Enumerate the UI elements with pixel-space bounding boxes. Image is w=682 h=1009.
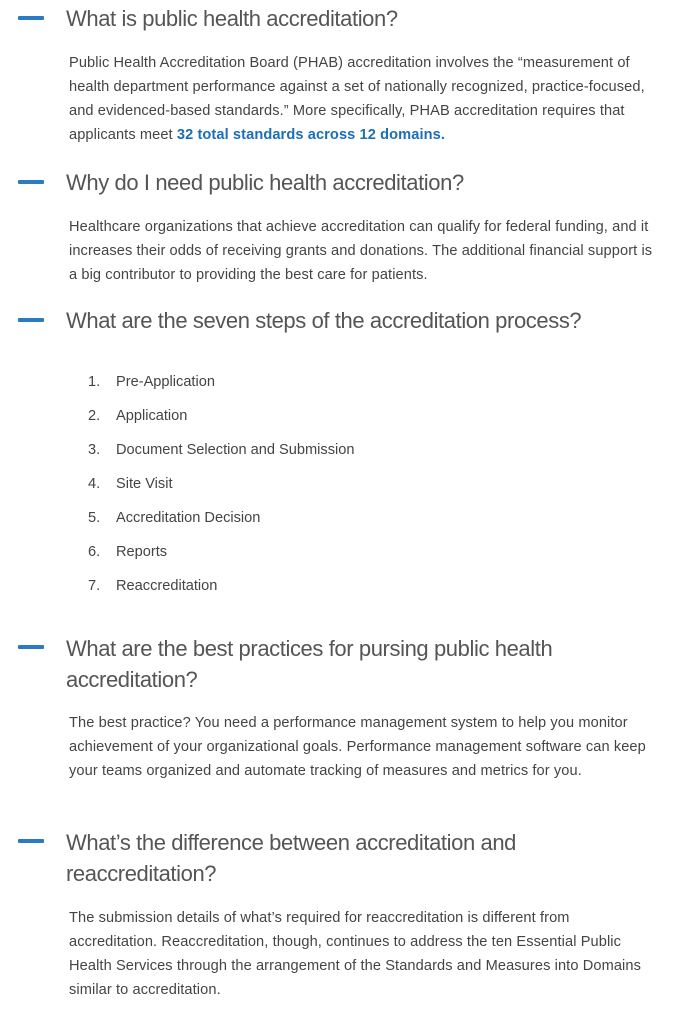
faq-answer: The best practice? You need a performance management system to help you monitor achievement of your organizational goals. Performance management software can keep your teams organized and automate tracking of measures and metrics for you. [69,715,646,779]
faq-question[interactable]: Why do I need public health accreditation? [66,170,464,195]
standards-domains-link[interactable]: 32 total standards across 12 domains. [176,127,445,143]
step-number: 1. [88,374,101,390]
faq-answer: The submission details of what’s required for reaccreditation is different from accreditation. Reaccreditation, though, continues to address the ten Essential Public Health Services through the arrangement of the Standards and Measures into Domains similar to accreditation. [69,910,641,998]
faq-answer [69,51,659,147]
step-number: 7. [88,578,101,594]
faq-question[interactable]: What are the best practices for pursing public health accreditation? [66,636,553,692]
step-label: Document Selection and Submission [116,442,355,458]
step-number: 2. [88,408,101,424]
faq-question[interactable]: What is public health accreditation? [66,6,398,31]
step-label: Reaccreditation [116,578,218,594]
faq-answer: Healthcare organizations that achieve accreditation can qualify for federal funding, and it increases their odds of receiving grants and donations. The additional financial support is a big contributor to providing the best care for patients. [69,219,653,283]
step-number: 4. [88,476,101,492]
step-label: Pre-Application [116,374,215,390]
list-item [86,506,355,540]
step-label: Reports [116,544,168,560]
list-item [86,472,355,506]
faq-question[interactable]: What are the seven steps of the accreditation process? [66,308,582,333]
minus-icon[interactable] [18,318,44,322]
step-label: Application [116,408,188,424]
list-item [86,438,355,472]
faq-question[interactable]: What’s the difference between accreditation and reaccreditation? [66,830,517,886]
list-item [86,370,355,404]
list-item [86,540,355,574]
list-item [86,404,355,438]
list-item [86,574,355,608]
step-number: 6. [88,544,101,560]
step-number: 3. [88,442,101,458]
minus-icon[interactable] [18,180,44,184]
minus-icon[interactable] [18,645,44,649]
step-number: 5. [88,510,101,526]
steps-list [86,370,355,608]
minus-icon[interactable] [18,16,44,20]
step-label: Site Visit [116,476,173,492]
answer-text: Public Health Accreditation Board (PHAB) accreditation involves the “measurement of health department performance against a set of nationally recognized, practice-focused, and evidenced-based standards.” More specifically, PHAB accreditation requires that applicants meet [69,55,645,143]
step-label: Accreditation Decision [116,510,261,526]
minus-icon[interactable] [18,839,44,843]
